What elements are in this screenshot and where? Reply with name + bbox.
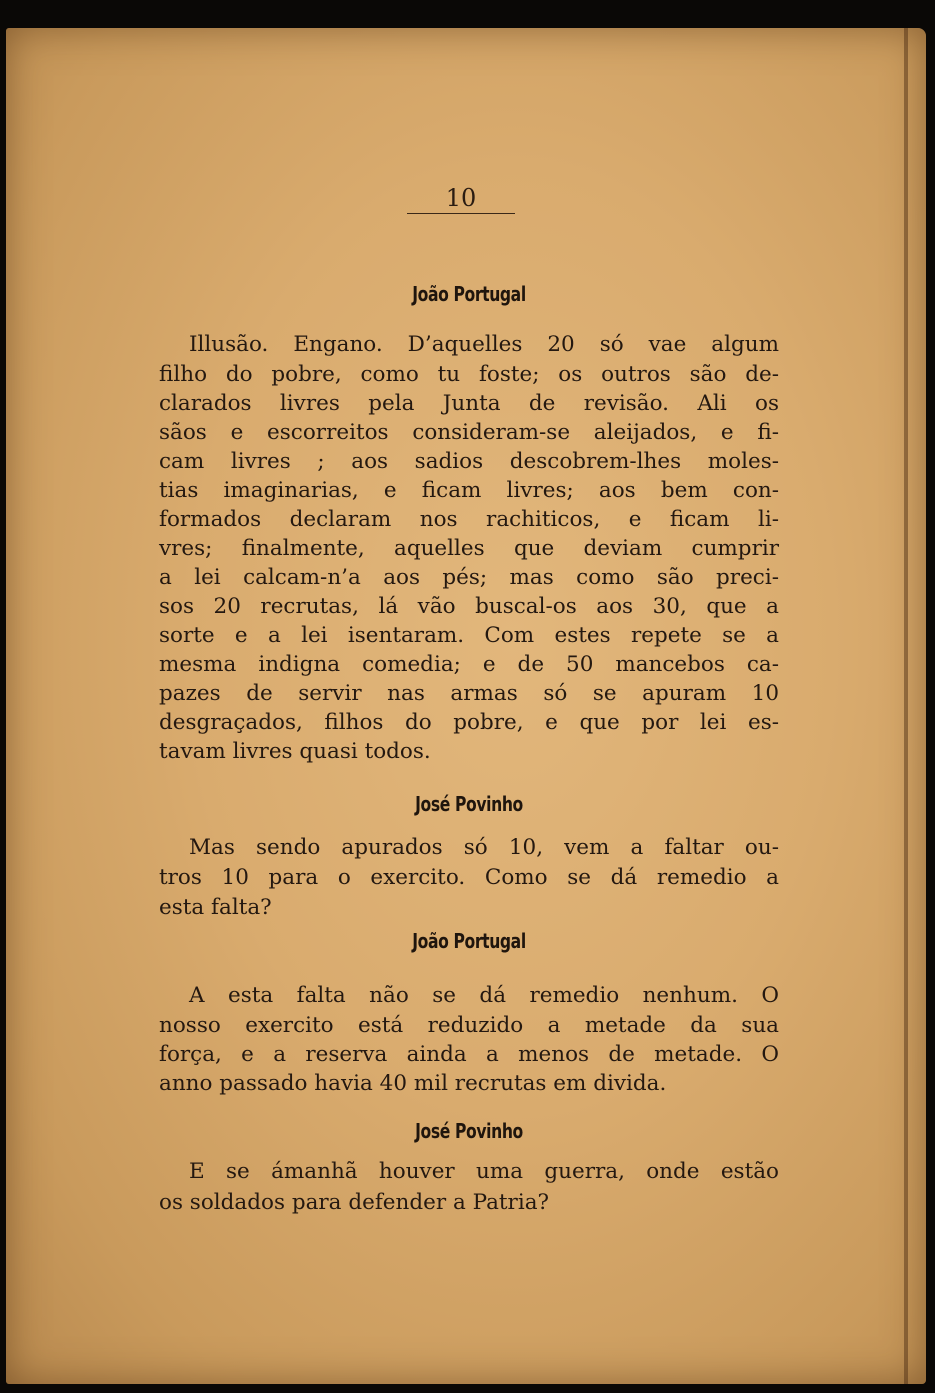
speech-line: filho do pobre, como tu foste; os outros são de- [159, 362, 779, 387]
page-number: 10 [445, 184, 477, 212]
speech-line: mesma indigna comedia; e de 50 mancebos ca- [159, 652, 779, 677]
book-page [6, 28, 926, 1384]
speech-line: clarados livres pela Junta de revisão. Ali os [159, 391, 779, 416]
speech-line: tias imaginarias, e ficam livres; aos bem con- [159, 478, 779, 503]
speech-line: nosso exercito está reduzido a metade da sua [159, 1013, 779, 1038]
speech-line: desgraçados, filhos do pobre, e que por lei es- [159, 710, 779, 735]
speech-line: E se ámanhã houver uma guerra, onde estão [189, 1159, 779, 1184]
speech-line: A esta falta não se dá remedio nenhum. O [189, 983, 779, 1008]
speech-line: sorte e a lei isentaram. Com estes repete se a [159, 623, 779, 648]
speech-line: Illusão. Engano. D’aquelles 20 só vae algum [189, 332, 779, 357]
speaker-name: João Portugal [412, 282, 526, 306]
speaker-name: José Povinho [415, 792, 523, 816]
speech-line: Mas sendo apurados só 10, vem a faltar ou- [189, 835, 779, 860]
speech-line: esta falta? [159, 895, 272, 920]
speech-line: tros 10 para o exercito. Como se dá remedio a [159, 865, 779, 890]
speech-line: formados declaram nos rachiticos, e ficam li- [159, 507, 779, 532]
page-number-rule [407, 213, 515, 214]
speech-line: vres; finalmente, aquelles que deviam cumprir [159, 536, 779, 561]
speech-line: sos 20 recrutas, lá vão buscal-os aos 30, que a [159, 594, 779, 619]
speech-line: força, e a reserva ainda a menos de metade. O [159, 1042, 779, 1067]
speech-line: pazes de servir nas armas só se apuram 10 [159, 681, 779, 706]
speaker-name: José Povinho [415, 1119, 523, 1143]
speech-line: anno passado havia 40 mil recrutas em divida. [159, 1071, 667, 1096]
speech-line: os soldados para defender a Patria? [159, 1190, 550, 1215]
speech-line: tavam livres quasi todos. [159, 739, 431, 764]
speaker-name: João Portugal [412, 929, 526, 953]
speech-line: sãos e escorreitos consideram-se aleijados, e fi- [159, 420, 779, 445]
speech-line: cam livres ; aos sadios descobrem-lhes moles- [159, 449, 779, 474]
speech-line: a lei calcam-n’a aos pés; mas como são preci- [159, 565, 779, 590]
